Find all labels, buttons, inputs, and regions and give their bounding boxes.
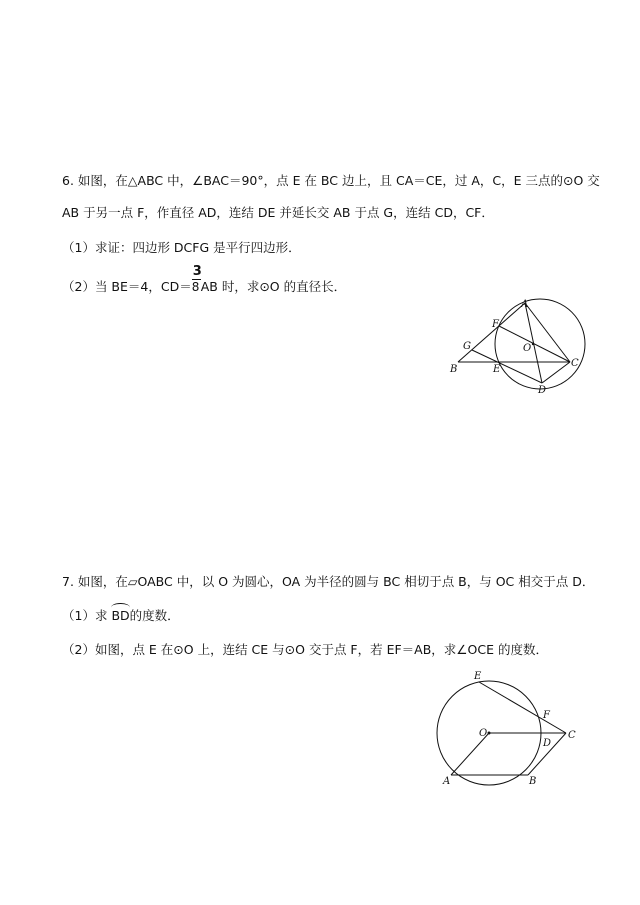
q6-label-f: F [492,319,499,330]
q7-text-line1: 7. 如图，在▱OABC 中，以 O 为圆心，OA 为半径的圆与 BC 相切于点 B，与 OC 相交于点 D． [62,574,595,589]
q6-label-d: D [538,385,547,396]
q7-label-c: C [568,730,576,741]
q6-label-o: O [523,343,532,354]
fraction-3-8 [191,264,202,295]
q6-label-c: C [571,358,579,369]
q7-label-b: B [529,776,537,787]
q7-part2: （2）如图，点 E 在⊙O 上，连结 CE 与⊙O 交于点 F，若 EF＝AB，求∠OCE 的度数． [62,642,548,657]
q7-part1 [62,608,180,624]
q7-segment-ec [479,682,566,733]
q6-part2 [62,264,347,295]
fraction-bar [192,279,201,280]
q7-center-dot [488,732,491,735]
q6-segment-ba [458,303,525,362]
q6-segment-cd [542,362,570,383]
q7-label-f: F [543,710,550,721]
q6-label-g: G [463,341,471,352]
q6-text-line1: 6. 如图，在△ABC 中，∠BAC＝90°，点 E 在 BC 边上，且 CA＝CE，过 A，C，E 三点的⊙O 交 [62,173,600,188]
q6-part2-prefix: （2）当 BE＝4，CD＝ [62,279,192,294]
q6-label-e: E [493,364,501,375]
q7-part1-suffix: 的度数． [129,608,180,623]
q7-label-o: O [479,728,488,739]
q7-geometry-figure [433,670,583,788]
q6-text-line2: AB 于另一点 F，作直径 AD，连结 DE 并延长交 AB 于点 G，连结 CD，CF． [62,205,494,220]
q6-label-b: B [450,364,458,375]
q6-segment-gd [472,350,542,383]
q6-geometry-figure [445,295,590,400]
q7-label-a: A [443,776,451,787]
q6-label-a: A [521,299,529,310]
fraction-denominator: 8 [191,280,200,294]
q6-segment-cf [499,326,570,362]
q7-segment-oa [451,733,489,775]
fraction-numerator: 3 [192,264,202,279]
q7-label-e: E [474,671,482,682]
q7-part1-prefix: （1）求 [62,608,112,623]
q7-label-d: D [543,738,552,749]
q6-center-dot [532,343,534,345]
q6-part2-suffix: AB 时，求⊙O 的直径长． [200,279,347,294]
q6-part1: （1）求证：四边形 DCFG 是平行四边形． [62,240,301,255]
arc-bd: BD [111,608,130,623]
